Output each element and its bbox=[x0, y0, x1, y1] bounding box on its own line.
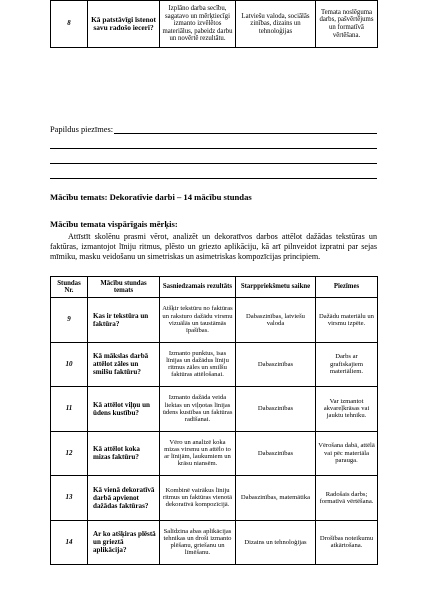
lesson-topic: Ar ko atšķiras plēstā un grieztā aplikācija? bbox=[88, 520, 160, 565]
topic-title: Mācību temats: Dekoratīvie darbi – 14 mācību stundas bbox=[50, 192, 252, 202]
lesson-number: 14 bbox=[51, 520, 88, 565]
lesson-notes: Radošais darbs; formatīvā vērtēšana. bbox=[316, 476, 378, 521]
previous-lesson-table bbox=[50, 0, 378, 48]
column-header: Piezīmes bbox=[316, 277, 378, 298]
lesson-result: Izmanto dažāda veida liektas un viļņotas līnijas ūdens kustības un faktūras radīšanai. bbox=[160, 387, 236, 432]
column-header: Starppriekšmetu saikne bbox=[236, 277, 316, 298]
lesson-links: Dabaszinības, latviešu valoda bbox=[236, 298, 316, 343]
lesson-notes: Dažādu materiālu un virsmu izpēte. bbox=[316, 298, 378, 343]
lesson-topic: Kā vienā dekoratīvā darbā apvienot dažādas faktūras? bbox=[88, 476, 160, 521]
table-row bbox=[51, 342, 378, 387]
lesson-topic: Kā mākslas darbā attēlot zāles un smilšu faktūru? bbox=[88, 342, 160, 387]
table-row bbox=[51, 431, 378, 476]
lesson-notes: Var izmantot akvareļkrāsas vai jauktu tehniku. bbox=[316, 387, 378, 432]
aim-title: Mācību temata vispārīgais mērķis: bbox=[50, 219, 178, 229]
column-header: Sasniedzamais rezultāts bbox=[160, 277, 236, 298]
lesson-result: Salīdzina abas aplikācijas tehnikas un droši izmanto plēšanu, griešanu un līmēšanu. bbox=[160, 520, 236, 565]
lesson-result: Atšķir tekstūru no faktūras un raksturo dažādu virsmu vizuālās un taustāmās īpašības. bbox=[160, 298, 236, 343]
notes-line bbox=[50, 178, 377, 179]
lesson-number: 9 bbox=[51, 298, 88, 343]
table-header-row bbox=[51, 277, 378, 298]
lesson-topic: Kā attēlot koka mizas faktūru? bbox=[88, 431, 160, 476]
lesson-number: 11 bbox=[51, 387, 88, 432]
lesson-result: Izmanto punktus, īsas līnijas un dažādus līniju ritmus zāles un smilšu faktūras attēlošanai. bbox=[160, 342, 236, 387]
lesson-links: Latviešu valoda, sociālās zinības, dizains un tehnoloģijas bbox=[236, 1, 316, 48]
lesson-number: 10 bbox=[51, 342, 88, 387]
lesson-result: Izplāno darba secību, sagatavo un mērķtiecīgi izmanto izvēlētos materiālus, pabeidz darbu un novērtē rezultātu. bbox=[160, 1, 236, 48]
lesson-links: Dabaszinības bbox=[236, 431, 316, 476]
lesson-topic: Kas ir tekstūra un faktūra? bbox=[88, 298, 160, 343]
lesson-notes: Vērošana dabā, attēlā vai pēc materiāla parauga. bbox=[316, 431, 378, 476]
notes-line bbox=[50, 148, 377, 149]
lesson-links: Dabaszinības bbox=[236, 387, 316, 432]
lesson-topic: Kā attēlot viļņu un ūdens kustību? bbox=[88, 387, 160, 432]
table-row bbox=[51, 1, 378, 48]
lesson-topic: Kā patstāvīgi īstenot savu radošo ieceri? bbox=[88, 1, 160, 48]
table-row bbox=[51, 298, 378, 343]
lesson-notes: Darbs ar grafiskajiem materiāliem. bbox=[316, 342, 378, 387]
lesson-number: 13 bbox=[51, 476, 88, 521]
lesson-number: 12 bbox=[51, 431, 88, 476]
table-row bbox=[51, 520, 378, 565]
notes-line bbox=[114, 133, 377, 134]
lesson-number: 8 bbox=[51, 1, 88, 48]
lesson-notes: Temata noslēguma darbs, pašvērtējums un formatīvā vērtēšana. bbox=[316, 1, 378, 48]
lesson-plan-table bbox=[50, 276, 378, 565]
lesson-result: Vēro un analizē koka mizas virsmu un attēlo to ar līnijām, laukumiem un krāsu niansēm. bbox=[160, 431, 236, 476]
lesson-links: Dizains un tehnoloģijas bbox=[236, 520, 316, 565]
notes-line bbox=[50, 163, 377, 164]
table-row bbox=[51, 387, 378, 432]
aim-text: Attīstīt skolēnu prasmi vērot, analizēt un dekoratīvos darbos attēlot dažādas tekstūras un faktūras, izmantojot līniju ritmus, plēsto un griezto aplikāciju, kā arī pilnveidot izpratni par sejas mīmiku, masku veidošanu un simetriskas un asimetriskas kompozīcijas principiem. bbox=[50, 232, 377, 262]
lesson-links: Dabaszinības bbox=[236, 342, 316, 387]
lesson-result: Kombinē vairākus līniju ritmus un faktūras vienotā dekoratīvā kompozīcijā. bbox=[160, 476, 236, 521]
column-header: Mācību stundas temats bbox=[88, 277, 160, 298]
lesson-notes: Drošības noteikumu atkārtošana. bbox=[316, 520, 378, 565]
notes-label: Papildus piezīmes: bbox=[50, 125, 114, 134]
column-header: Stundas Nr. bbox=[51, 277, 88, 298]
table-row bbox=[51, 476, 378, 521]
lesson-links: Dabaszinības, matemātika bbox=[236, 476, 316, 521]
